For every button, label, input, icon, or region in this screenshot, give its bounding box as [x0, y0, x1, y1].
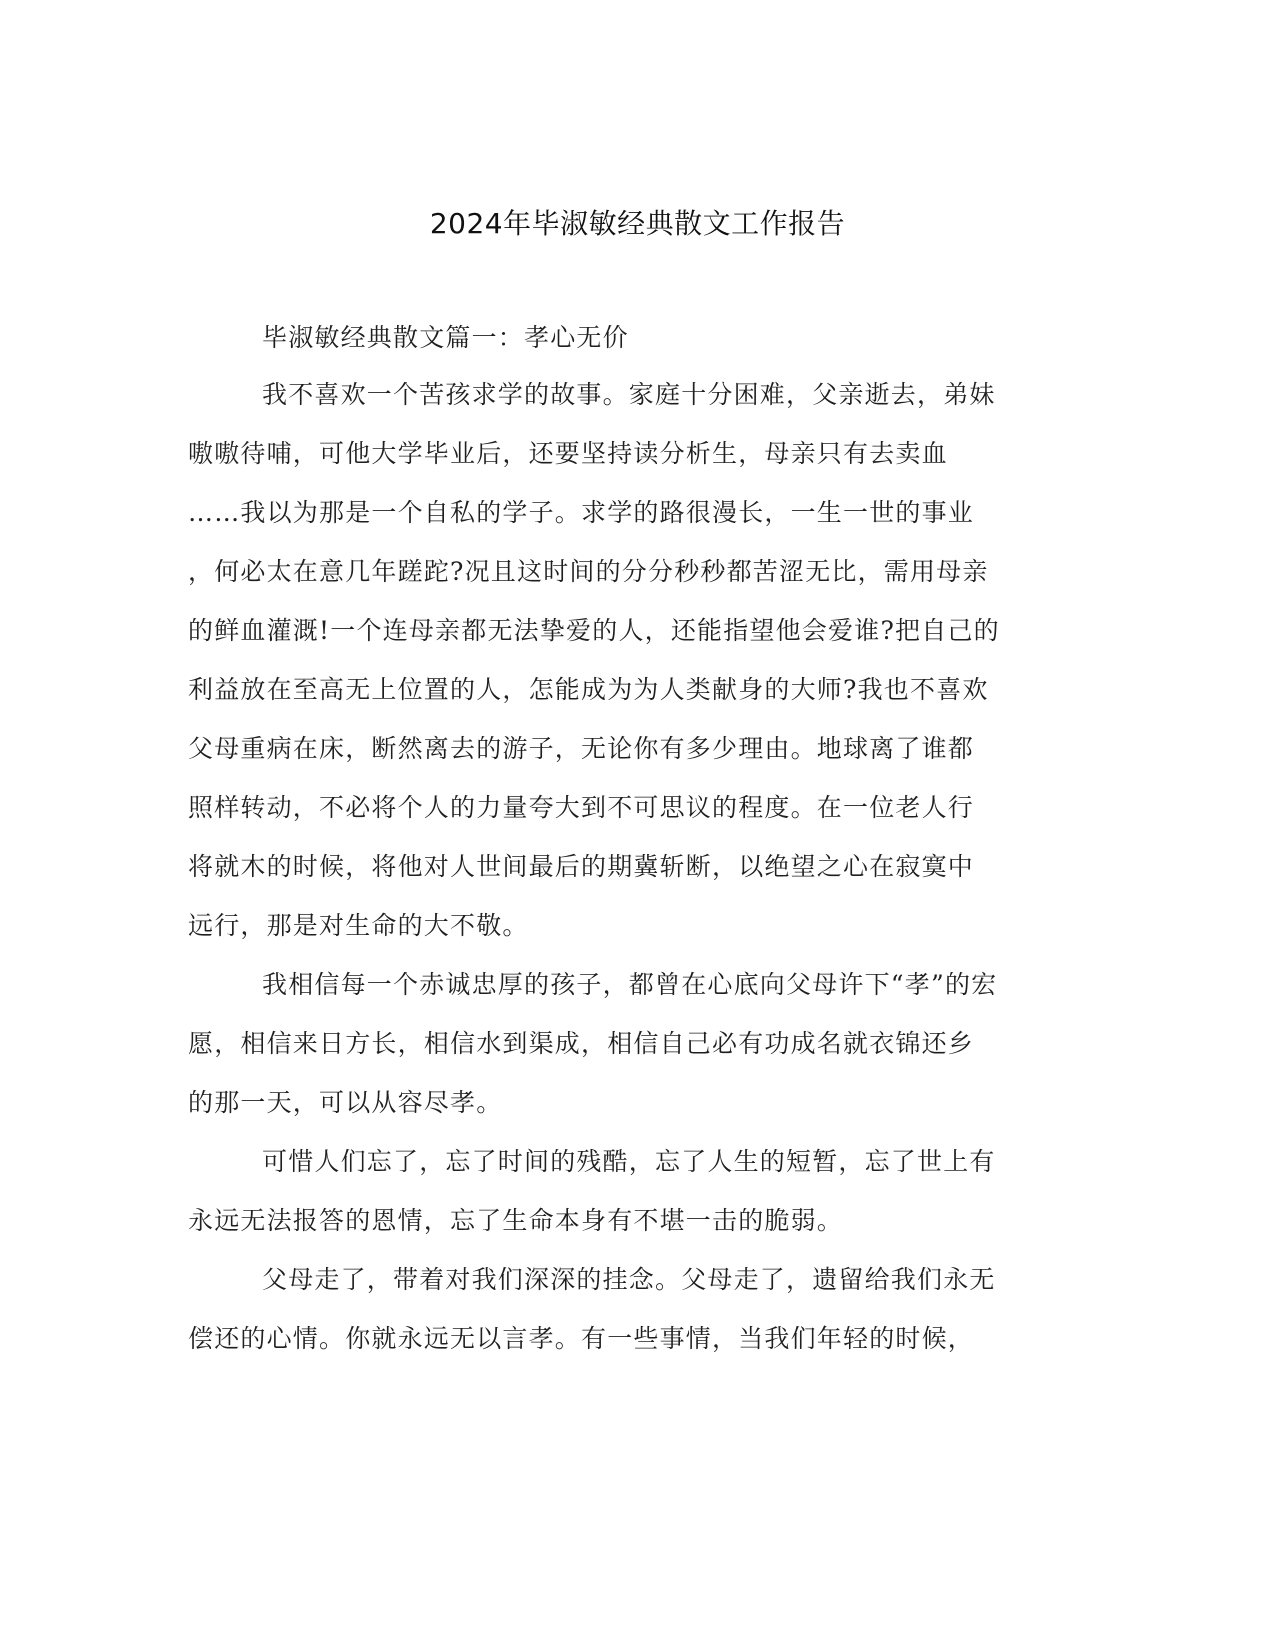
- paragraph-line: ……我以为那是一个自私的学子。求学的路很漫长，一生一世的事业: [188, 498, 975, 527]
- section-heading: 毕淑敏经典散文篇一：孝心无价: [262, 323, 629, 352]
- paragraph-line: 可惜人们忘了，忘了时间的残酷，忘了人生的短暂，忘了世上有: [262, 1147, 996, 1176]
- paragraph-line: 永远无法报答的恩情，忘了生命本身有不堪一击的脆弱。: [188, 1206, 844, 1235]
- paragraph-line: 愿，相信来日方长，相信水到渠成，相信自己必有功成名就衣锦还乡: [188, 1029, 975, 1058]
- paragraph-line: 将就木的时候，将他对人世间最后的期冀斩断，以绝望之心在寂寞中: [188, 852, 975, 881]
- paragraph-line: 我相信每一个赤诚忠厚的孩子，都曾在心底向父母许下“孝”的宏: [262, 970, 998, 999]
- paragraph-line: 我不喜欢一个苦孩求学的故事。家庭十分困难，父亲逝去，弟妹: [262, 380, 996, 409]
- paragraph-line: 的那一天，可以从容尽孝。: [188, 1088, 503, 1117]
- paragraph-line: 远行，那是对生命的大不敬。: [188, 911, 529, 940]
- paragraph-line: 父母走了，带着对我们深深的挂念。父母走了，遗留给我们永无: [262, 1265, 996, 1294]
- paragraph-line: 偿还的心情。你就永远无以言孝。有一些事情，当我们年轻的时候，: [188, 1324, 975, 1353]
- paragraph-line: 父母重病在床，断然离去的游子，无论你有多少理由。地球离了谁都: [188, 734, 975, 763]
- paragraph-line: 照样转动，不必将个人的力量夸大到不可思议的程度。在一位老人行: [188, 793, 975, 822]
- paragraph-line: 嗷嗷待哺，可他大学毕业后，还要坚持读分析生，母亲只有去卖血: [188, 439, 948, 468]
- paragraph-line: ，何必太在意几年蹉跎?况且这时间的分分秒秒都苦涩无比，需用母亲: [188, 557, 989, 586]
- paragraph-line: 利益放在至高无上位置的人，怎能成为为人类献身的大师?我也不喜欢: [188, 675, 989, 704]
- paragraph-line: 的鲜血灌溉!一个连母亲都无法挚爱的人，还能指望他会爱谁?把自己的: [188, 616, 1000, 645]
- document-title: 2024年毕淑敏经典散文工作报告: [429, 207, 846, 240]
